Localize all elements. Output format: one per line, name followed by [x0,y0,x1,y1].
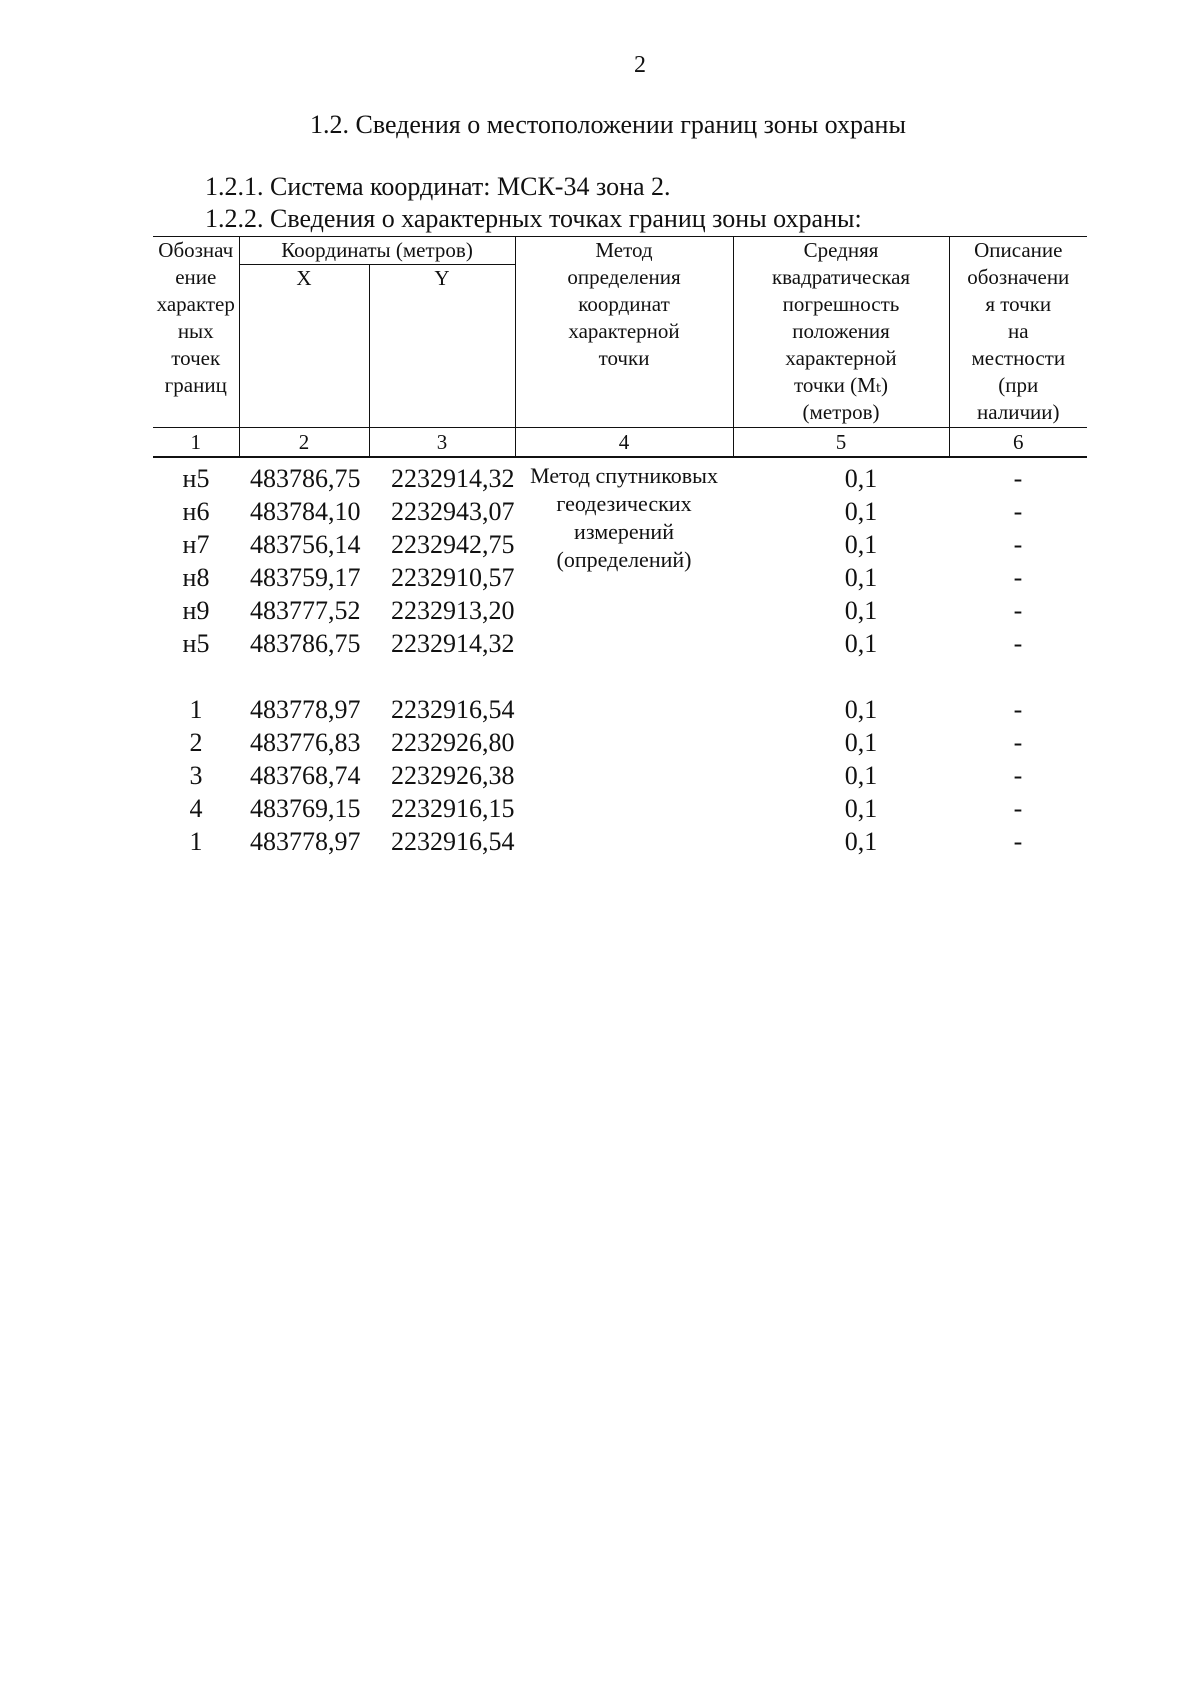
method-description [515,457,733,858]
accuracy-value: 0,1 [844,761,878,790]
coordinate-x: 483768,74 [250,761,361,790]
coordinate-x: 483778,97 [250,827,361,856]
description-value: - [1013,695,1023,724]
description-value: - [1013,761,1023,790]
coordinate-x: 483784,10 [250,497,361,526]
method-line: геодезических [556,491,692,516]
point-designation: 1 [189,695,203,724]
description-value: - [1013,497,1023,526]
accuracy-value: 0,1 [844,794,878,823]
description-value: - [1013,827,1023,856]
header-method-line: определения [567,265,681,289]
description-value: - [1013,728,1023,757]
coordinate-x: 483756,14 [250,530,361,559]
point-designation: 3 [189,761,203,790]
column-number: 5 [733,428,949,458]
header-accuracy-line: (метров) [802,400,880,424]
coordinate-y: 2232916,54 [391,827,515,856]
coordinate-x: 483769,15 [250,794,361,823]
column-number: 4 [515,428,733,458]
coordinate-x: 483759,17 [250,563,361,592]
header-description-line: Описание [974,238,1063,262]
accuracy-value: 0,1 [844,563,878,592]
column-number: 2 [239,428,369,458]
accuracy-value: 0,1 [844,464,878,493]
point-designation: н9 [182,596,210,625]
coordinate-y: 2232926,38 [391,761,515,790]
description-value: - [1013,530,1023,559]
spacer-cell [733,660,949,693]
coordinate-x: 483778,97 [250,695,361,724]
header-point-designation-line: характер [156,292,235,316]
header-method [515,237,733,428]
spacer-cell [239,660,369,693]
point-designation: н5 [182,629,210,658]
coordinate-y: 2232916,15 [391,794,515,823]
header-method-line: координат [578,292,670,316]
header-method-line: характерной [568,319,680,343]
header-accuracy-line: положения [792,319,890,343]
coordinate-y: 2232926,80 [391,728,515,757]
point-designation: 4 [189,794,203,823]
header-accuracy-line: точки (Mₜ) [794,373,888,397]
header-accuracy-line: характерной [785,346,897,370]
header-accuracy-line: Средняя [803,238,879,262]
method-line: (определений) [556,547,692,572]
page-number: 2 [634,52,646,78]
coordinate-system-paragraph: 1.2.1. Система координат: МСК-34 зона 2. [205,172,671,201]
header-x: X [239,265,369,428]
accuracy-value: 0,1 [844,530,878,559]
spacer-cell [369,660,515,693]
header-method-line: точки [598,346,650,370]
header-accuracy-line: квадратическая [771,265,911,289]
column-number: 6 [949,428,1087,458]
header-point-designation-line: точек [171,346,221,370]
header-description-line: обозначени [967,265,1070,289]
spacer-cell [949,660,1087,693]
accuracy-value: 0,1 [844,827,878,856]
header-point-designation-line: границ [164,373,227,397]
coordinate-y: 2232916,54 [391,695,515,724]
coordinate-y: 2232910,57 [391,563,515,592]
method-line: Метод спутниковых [530,463,718,488]
accuracy-value: 0,1 [844,629,878,658]
header-y: Y [369,265,515,428]
coordinate-x: 483777,52 [250,596,361,625]
header-coordinates: Координаты (метров) [239,237,515,265]
point-designation: 1 [189,827,203,856]
coordinate-x: 483786,75 [250,464,361,493]
spacer-cell [153,660,239,693]
description-value: - [1013,563,1023,592]
column-number: 3 [369,428,515,458]
header-description-line: на [1007,319,1029,343]
header-description-line: наличии) [977,400,1060,424]
accuracy-value: 0,1 [844,728,878,757]
method-line: измерений [574,519,674,544]
coordinate-y: 2232914,32 [391,464,515,493]
header-point-designation-line: ение [175,265,217,289]
description-value: - [1013,596,1023,625]
header-description [949,237,1087,428]
points-heading-paragraph: 1.2.2. Сведения о характерных точках границ зоны охраны: [205,204,862,233]
accuracy-value: 0,1 [844,596,878,625]
point-designation: н5 [182,464,210,493]
header-accuracy [733,237,949,428]
section-heading: 1.2. Сведения о местоположении границ зоны охраны [310,110,906,139]
boundary-points-table [153,236,1087,858]
column-number: 1 [153,428,239,458]
coordinate-y: 2232914,32 [391,629,515,658]
header-point-designation-line: ных [177,319,214,343]
coordinate-x: 483786,75 [250,629,361,658]
coordinate-y: 2232913,20 [391,596,515,625]
header-point-designation-line: Обознач [158,238,234,262]
header-description-line: я точки [985,292,1052,316]
point-designation: н6 [182,497,210,526]
header-method-line: Метод [595,238,653,262]
point-designation: н8 [182,563,210,592]
coordinate-y: 2232942,75 [391,530,515,559]
header-point-designation [153,237,239,428]
accuracy-value: 0,1 [844,497,878,526]
coordinate-y: 2232943,07 [391,497,515,526]
point-designation: н7 [182,530,210,559]
header-description-line: местности [971,346,1066,370]
description-value: - [1013,464,1023,493]
header-accuracy-line: погрешность [782,292,900,316]
description-value: - [1013,629,1023,658]
table-row [153,457,1087,495]
header-description-line: (при [998,373,1039,397]
accuracy-value: 0,1 [844,695,878,724]
description-value: - [1013,794,1023,823]
coordinate-x: 483776,83 [250,728,361,757]
point-designation: 2 [189,728,203,757]
